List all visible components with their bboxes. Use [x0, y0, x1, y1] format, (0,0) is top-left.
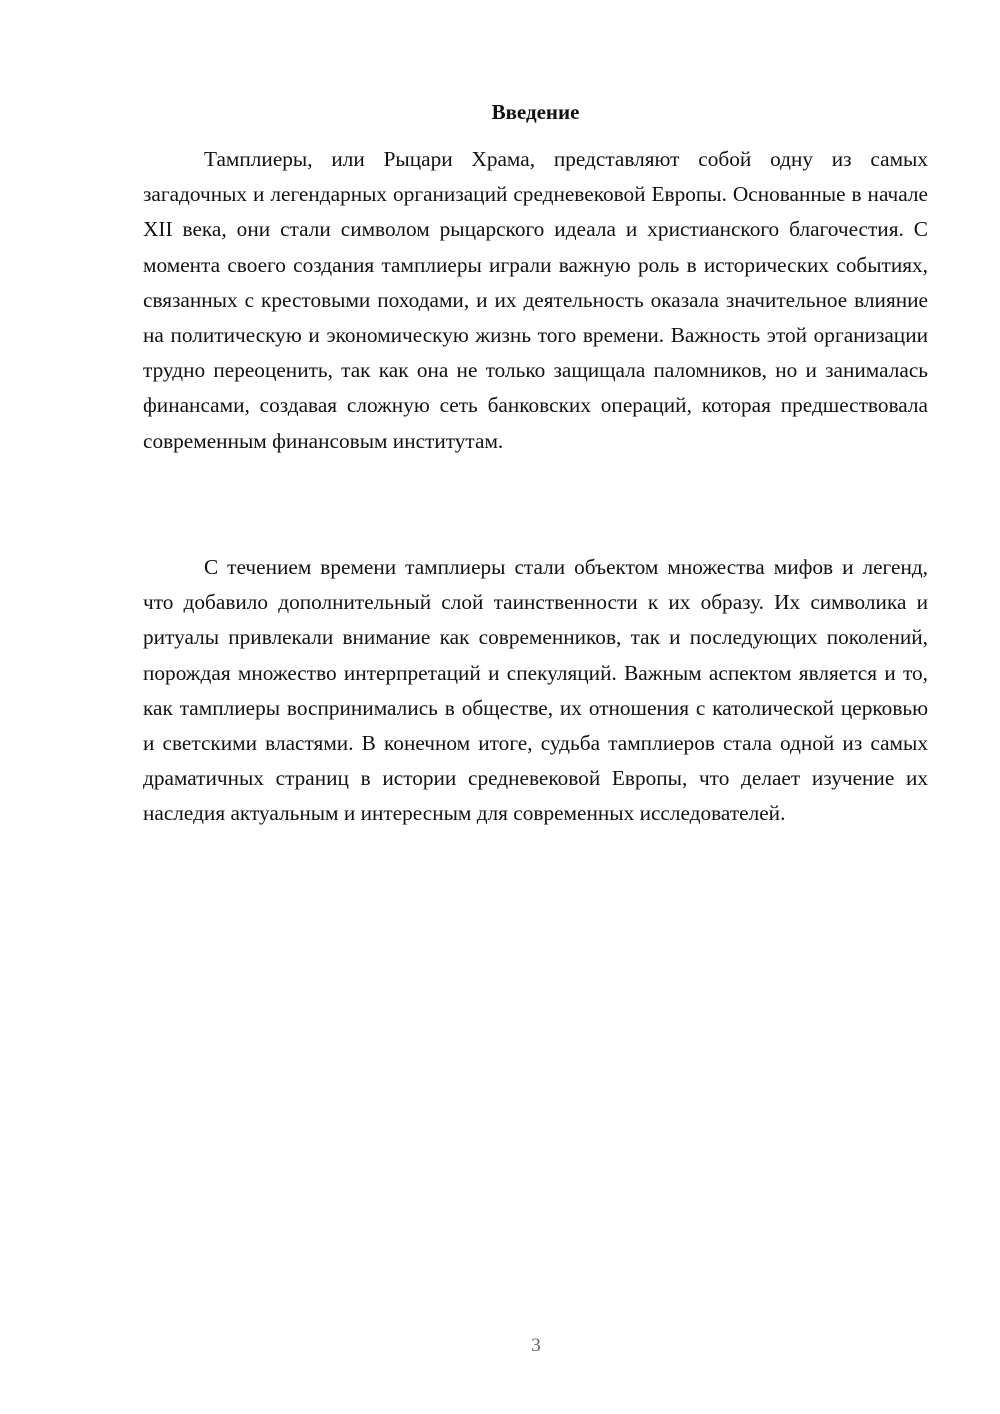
page-number: 3	[531, 1335, 541, 1356]
section-heading: Введение	[491, 100, 580, 124]
paragraph-intro: Тамплиеры, или Рыцари Храма, представляют собой одну из самых загадочных и легендарных организаций средневековой Европы. Основанные в начале XII века, они стали символом рыцарского идеала и христианского благочестия. С момента своего создания тамплиеры играли важную роль в исторических событиях, связанных с крестовыми походами, и их деятельность оказала значительное влияние на политическую и экономическую жизнь того времени. Важность этой организации трудно переоценить, так как она не только защищала паломников, но и занималась финансами, создавая сложную сеть банковских операций, которая предшествовала современным финансовым институтам.	[143, 147, 928, 453]
paragraph-legends: С течением времени тамплиеры стали объектом множества мифов и легенд, что добавило дополнительный слой таинственности к их образу. Их символика и ритуалы привлекали внимание как современников, так и последующих поколений, порождая множество интерпретаций и спекуляций. Важным аспектом является и то, как тамплиеры воспринимались в обществе, их отношения с католической церковью и светскими властями. В конечном итоге, судьба тамплиеров стала одной из самых драматичных страниц в истории средневековой Европы, что делает изучение их наследия актуальным и интересным для современных исследователей.	[143, 555, 928, 826]
